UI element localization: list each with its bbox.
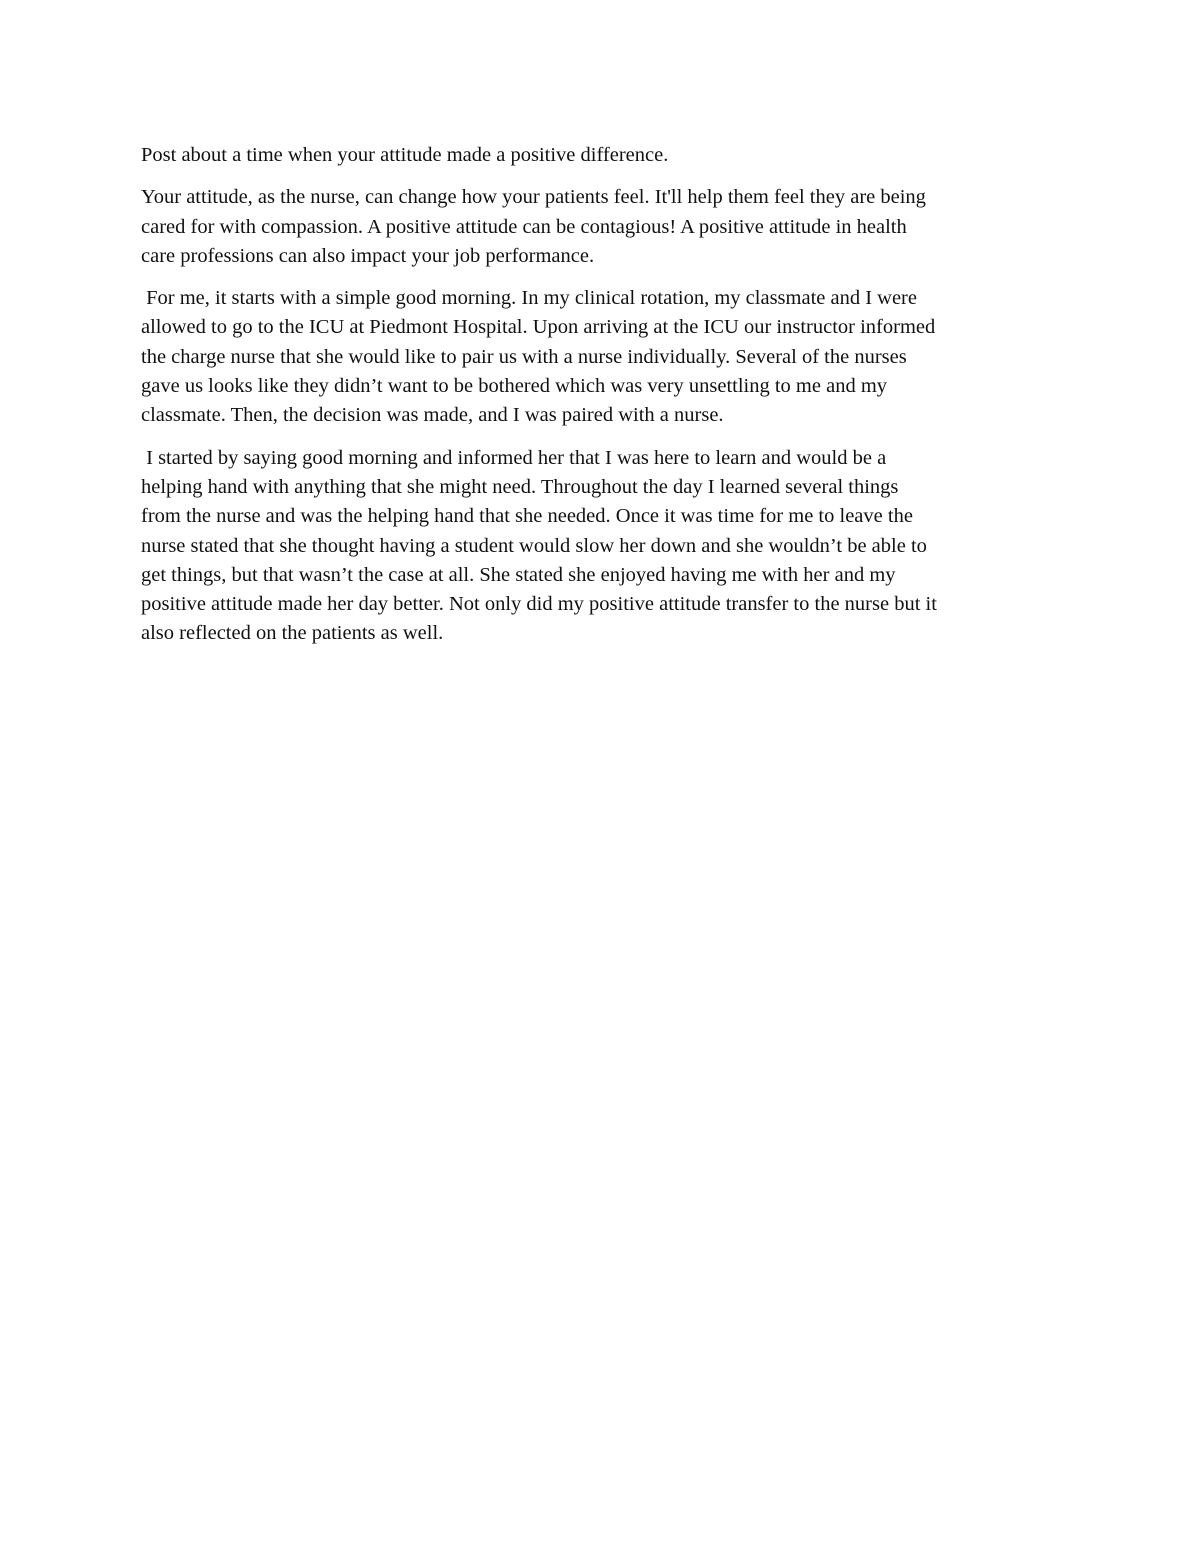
paragraph-clinical-rotation <box>141 284 1061 430</box>
document-body <box>141 141 1061 662</box>
text-line: get things, but that wasn’t the case at all. She stated she enjoyed having me with her and my <box>141 563 896 586</box>
text-line: the charge nurse that she would like to pair us with a nurse individually. Several of the nurses <box>141 345 907 368</box>
text-line: For me, it starts with a simple good morning. In my clinical rotation, my classmate and I were <box>141 287 917 310</box>
text-line: from the nurse and was the helping hand that she needed. Once it was time for me to leave the <box>141 505 913 528</box>
text-line: Your attitude, as the nurse, can change how your patients feel. It'll help them feel they are being <box>141 186 926 209</box>
paragraph-good-morning <box>141 444 1061 649</box>
text-line: gave us looks like they didn’t want to be bothered which was very unsettling to me and my <box>141 375 888 398</box>
text-line: cared for with compassion. A positive attitude can be contagious! A positive attitude in health <box>141 215 907 238</box>
paragraph-attitude-intro <box>141 183 1061 271</box>
text-line: I started by saying good morning and informed her that I was here to learn and would be a <box>141 446 887 469</box>
text-line: classmate. Then, the decision was made, and I was paired with a nurse. <box>141 404 724 427</box>
text-line: allowed to go to the ICU at Piedmont Hospital. Upon arriving at the ICU our instructor informed <box>141 316 936 339</box>
paragraph-prompt <box>141 141 1061 170</box>
text-line: helping hand with anything that she might need. Throughout the day I learned several things <box>141 475 899 498</box>
text-line: Post about a time when your attitude made a positive difference. <box>141 144 669 166</box>
text-line: nurse stated that she thought having a student would slow her down and she wouldn’t be able to <box>141 534 927 557</box>
text-line: positive attitude made her day better. Not only did my positive attitude transfer to the nurse but it <box>141 593 937 616</box>
text-line: care professions can also impact your job performance. <box>141 244 595 267</box>
text-line: also reflected on the patients as well. <box>141 622 444 645</box>
